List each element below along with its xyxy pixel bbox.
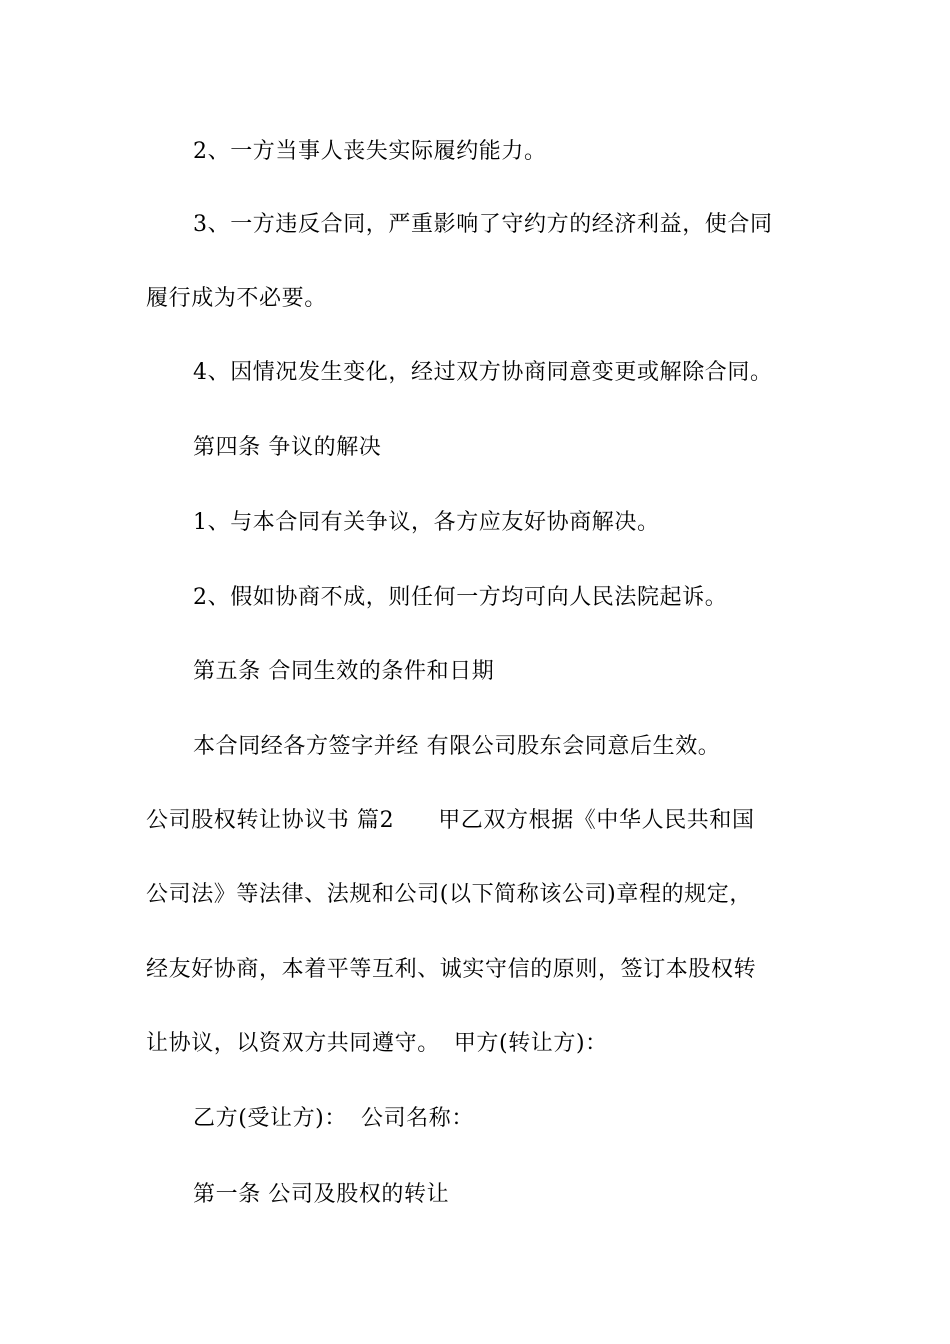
text-line: 1、与本合同有关争议，各方应友好协商解决。	[193, 510, 660, 535]
company-name-label: 公司名称：	[360, 1106, 474, 1131]
section-heading: 第五条 合同生效的条件和日期	[193, 659, 495, 684]
party-a-label: 甲方(转让方)：	[453, 1031, 608, 1056]
party-b-label: 乙方(受让方)：	[193, 1106, 347, 1131]
text-segment: 甲乙双方根据《中华人民共和国	[438, 808, 755, 833]
text-line: 公司法》等法律、法规和公司(以下简称该公司)章程的规定，	[146, 882, 752, 907]
text-line	[146, 806, 816, 836]
text-line: 4、因情况发生变化，经过双方协商同意变更或解除合同。	[193, 360, 773, 385]
text-line: 2、假如协商不成，则任何一方均可向人民法院起诉。	[193, 585, 728, 610]
text-line: 经友好协商，本着平等互利、诚实守信的原则，签订本股权转	[146, 957, 757, 982]
section-heading: 第四条 争议的解决	[193, 435, 382, 460]
text-line: 履行成为不必要。	[146, 286, 327, 311]
text-line: 3、一方违反合同，严重影响了守约方的经济利益，使合同	[193, 212, 773, 237]
text-segment: 让协议，以资双方共同遵守。	[146, 1031, 440, 1056]
text-line: 2、一方当事人丧失实际履约能力。	[193, 139, 547, 164]
text-line	[146, 1029, 816, 1059]
document-title: 公司股权转让协议书 篇2	[146, 808, 395, 833]
text-line	[193, 1104, 813, 1134]
text-line: 本合同经各方签字并经 有限公司股东会同意后生效。	[193, 734, 721, 759]
section-heading: 第一条 公司及股权的转让	[193, 1182, 450, 1207]
